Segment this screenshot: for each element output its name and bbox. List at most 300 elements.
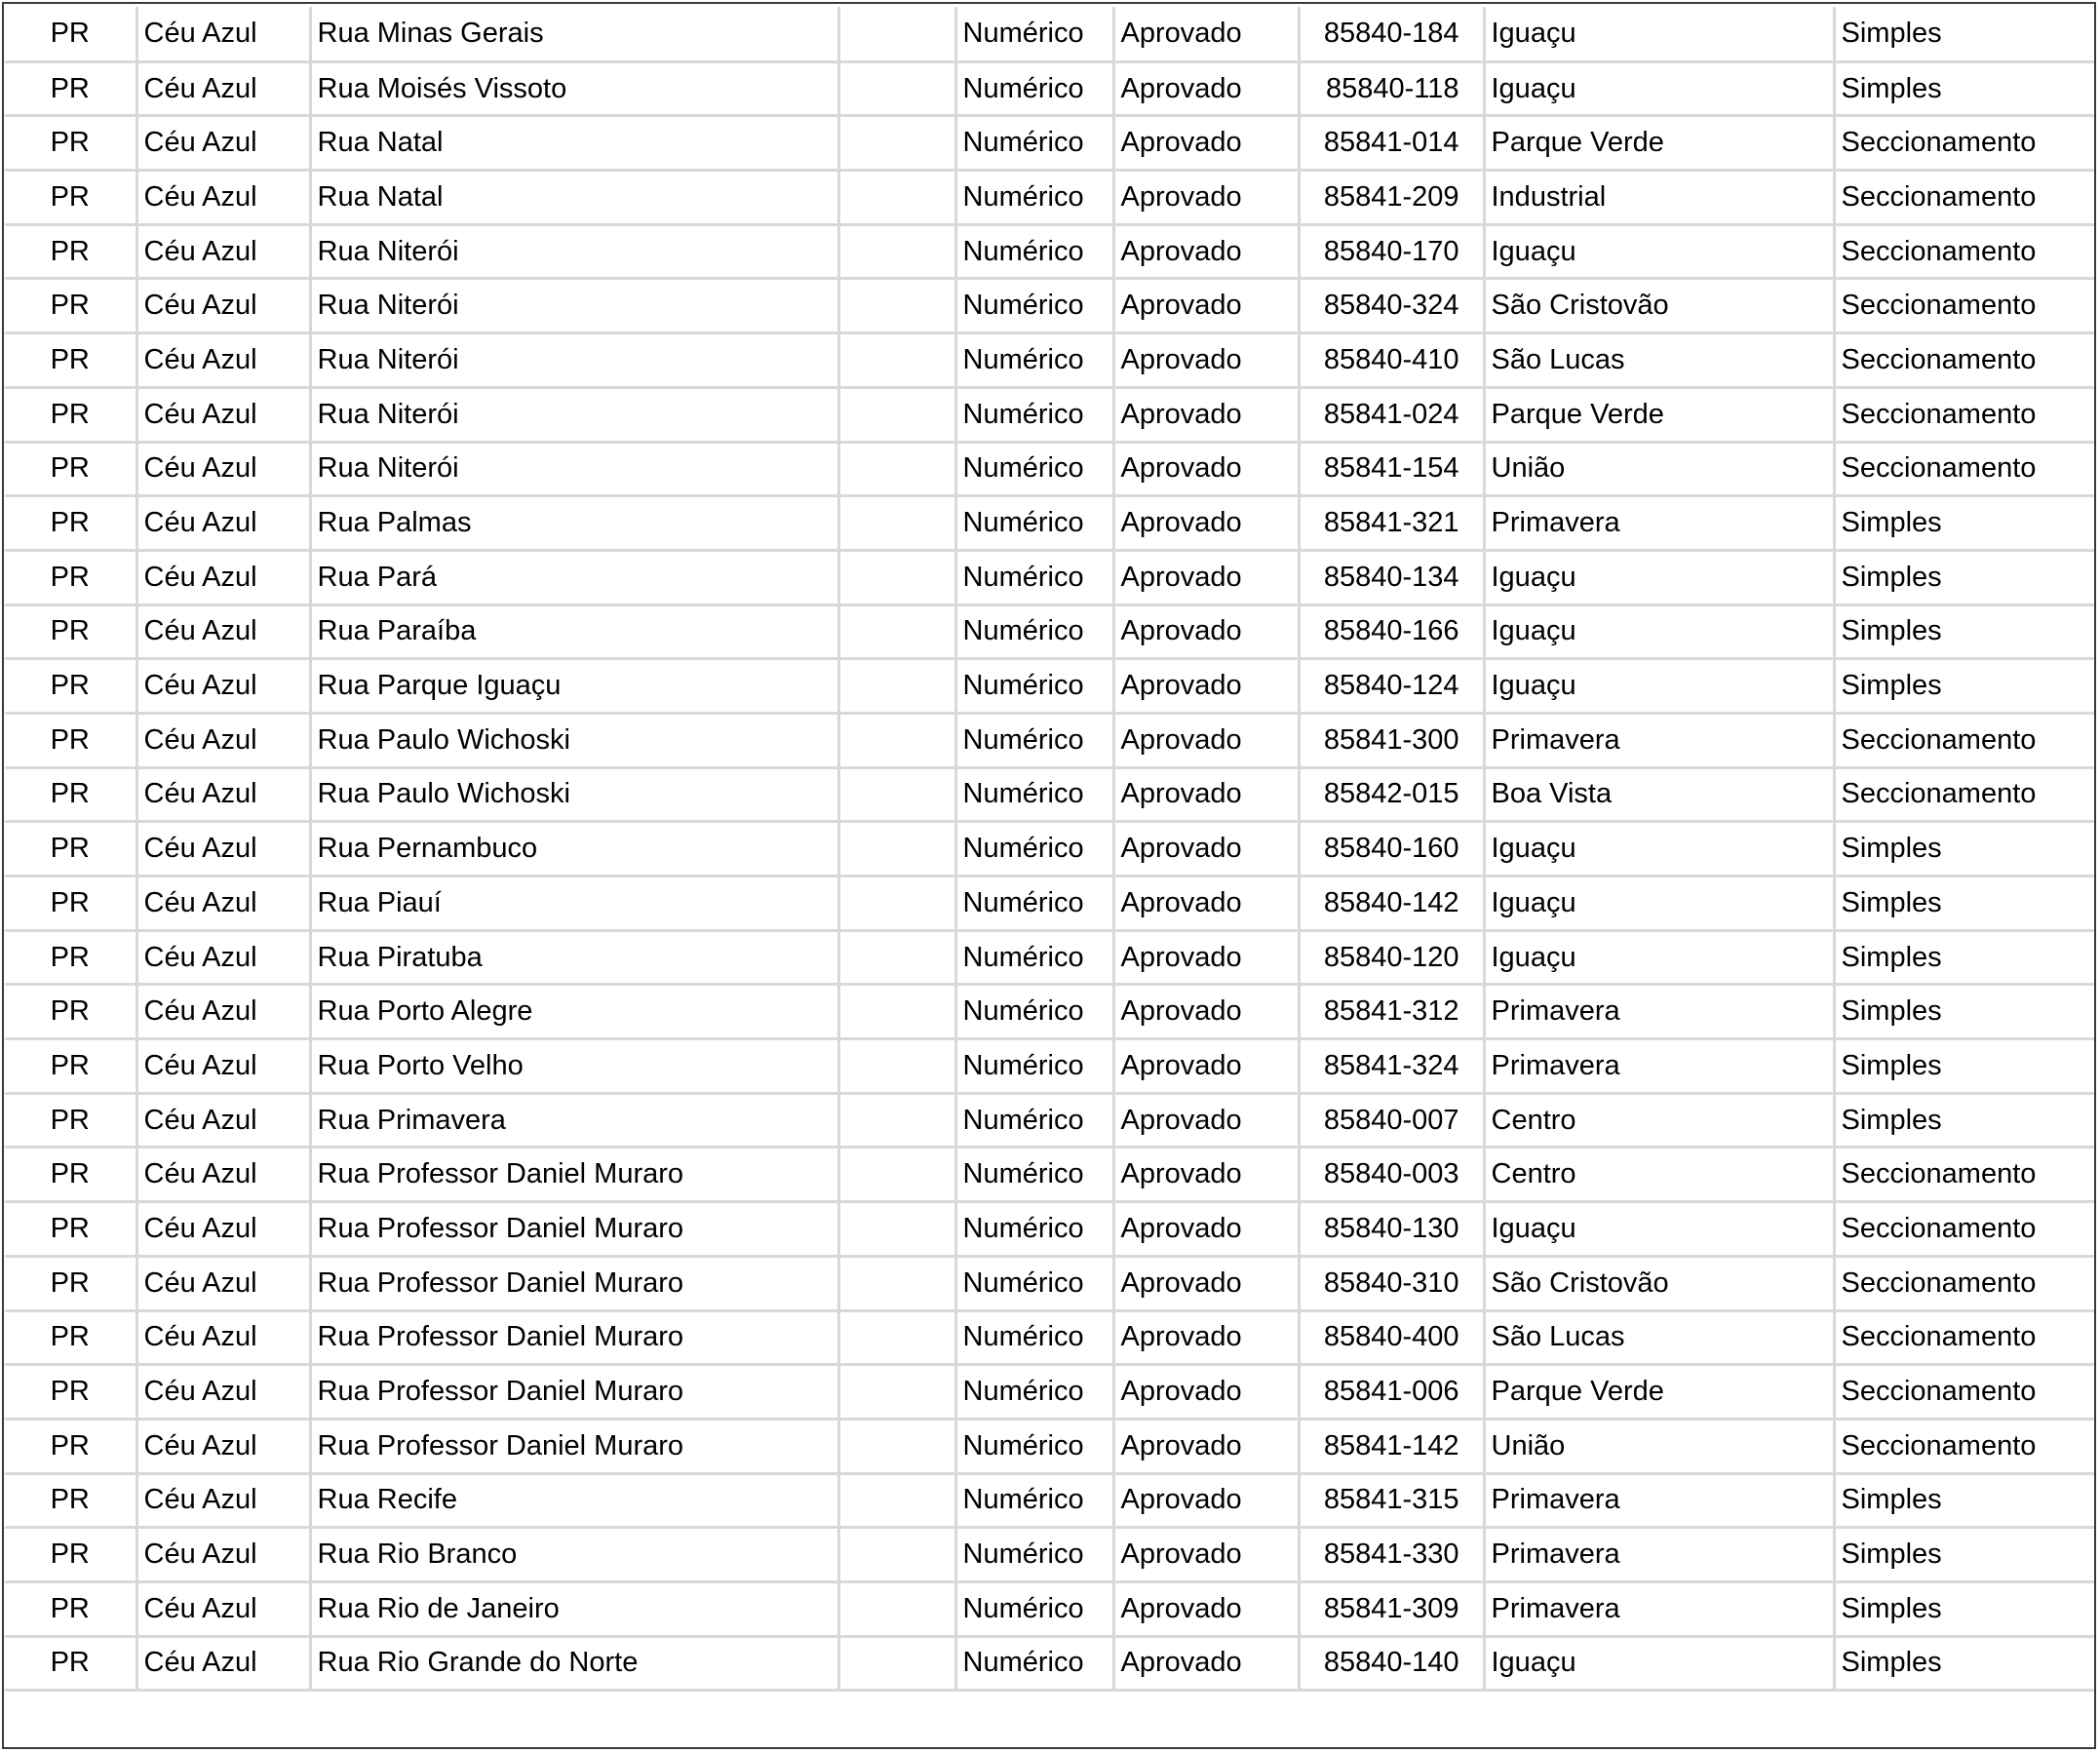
street-cell: Rua Porto Velho — [310, 1039, 838, 1094]
numbering-type-cell: Numérico — [955, 171, 1113, 225]
postal-code-cell: 85841-014 — [1299, 116, 1484, 171]
city-cell: Céu Azul — [136, 985, 310, 1039]
state-cell: PR — [5, 1365, 136, 1420]
street-cell: Rua Rio de Janeiro — [310, 1581, 838, 1636]
numbering-type-cell: Numérico — [955, 1256, 1113, 1310]
state-cell: PR — [5, 442, 136, 496]
district-cell: São Cristovão — [1484, 279, 1834, 333]
street-cell: Rua Paulo Wichoski — [310, 713, 838, 767]
postal-code-cell: 85841-209 — [1299, 171, 1484, 225]
status-cell: Aprovado — [1113, 930, 1299, 985]
street-cell: Rua Professor Daniel Muraro — [310, 1256, 838, 1310]
city-cell: Céu Azul — [136, 550, 310, 604]
status-cell: Aprovado — [1113, 767, 1299, 822]
city-cell: Céu Azul — [136, 171, 310, 225]
state-cell: PR — [5, 387, 136, 442]
postal-code-cell: 85840-003 — [1299, 1148, 1484, 1202]
city-cell: Céu Azul — [136, 1581, 310, 1636]
status-cell: Aprovado — [1113, 1581, 1299, 1636]
numbering-type-cell: Numérico — [955, 1039, 1113, 1094]
city-cell: Céu Azul — [136, 387, 310, 442]
city-cell: Céu Azul — [136, 116, 310, 171]
street-cell: Rua Palmas — [310, 496, 838, 551]
street-cell: Rua Minas Gerais — [310, 8, 838, 62]
street-cell: Rua Professor Daniel Muraro — [310, 1310, 838, 1365]
category-cell: Simples — [1834, 659, 2094, 714]
district-cell: Industrial — [1484, 171, 1834, 225]
numbering-type-cell: Numérico — [955, 1310, 1113, 1365]
street-cell: Rua Moisés Vissoto — [310, 61, 838, 116]
category-cell: Seccionamento — [1834, 1202, 2094, 1257]
status-cell: Aprovado — [1113, 116, 1299, 171]
numbering-type-cell: Numérico — [955, 8, 1113, 62]
city-cell: Céu Azul — [136, 767, 310, 822]
postal-code-cell: 85841-309 — [1299, 1581, 1484, 1636]
table-row — [5, 1093, 2094, 1148]
document-page — [2, 2, 2096, 1749]
street-cell: Rua Piratuba — [310, 930, 838, 985]
table-row — [5, 333, 2094, 388]
state-cell: PR — [5, 61, 136, 116]
table-row — [5, 1310, 2094, 1365]
state-cell: PR — [5, 1473, 136, 1528]
table-row — [5, 8, 2094, 62]
state-cell: PR — [5, 1039, 136, 1094]
state-cell: PR — [5, 496, 136, 551]
district-cell: Parque Verde — [1484, 116, 1834, 171]
status-cell: Aprovado — [1113, 496, 1299, 551]
street-cell: Rua Parque Iguaçu — [310, 659, 838, 714]
category-cell: Simples — [1834, 550, 2094, 604]
empty-cell — [838, 985, 955, 1039]
street-cell: Rua Rio Grande do Norte — [310, 1636, 838, 1691]
empty-cell — [838, 1148, 955, 1202]
district-cell: Primavera — [1484, 1039, 1834, 1094]
district-cell: Iguaçu — [1484, 224, 1834, 279]
category-cell: Simples — [1834, 1636, 2094, 1691]
city-cell: Céu Azul — [136, 713, 310, 767]
city-cell: Céu Azul — [136, 1202, 310, 1257]
category-cell: Simples — [1834, 604, 2094, 659]
status-cell: Aprovado — [1113, 1202, 1299, 1257]
state-cell: PR — [5, 1148, 136, 1202]
numbering-type-cell: Numérico — [955, 822, 1113, 876]
postal-code-cell: 85840-007 — [1299, 1093, 1484, 1148]
state-cell: PR — [5, 659, 136, 714]
empty-cell — [838, 1202, 955, 1257]
table-row — [5, 496, 2094, 551]
empty-cell — [838, 822, 955, 876]
postal-code-cell: 85841-024 — [1299, 387, 1484, 442]
numbering-type-cell: Numérico — [955, 985, 1113, 1039]
table-row — [5, 930, 2094, 985]
postal-code-cell: 85841-330 — [1299, 1528, 1484, 1582]
city-cell: Céu Azul — [136, 279, 310, 333]
state-cell: PR — [5, 713, 136, 767]
district-cell: Primavera — [1484, 1528, 1834, 1582]
empty-cell — [838, 116, 955, 171]
status-cell: Aprovado — [1113, 604, 1299, 659]
numbering-type-cell: Numérico — [955, 279, 1113, 333]
status-cell: Aprovado — [1113, 1365, 1299, 1420]
city-cell: Céu Azul — [136, 224, 310, 279]
status-cell: Aprovado — [1113, 279, 1299, 333]
category-cell: Seccionamento — [1834, 713, 2094, 767]
postal-code-cell: 85840-118 — [1299, 61, 1484, 116]
street-cell: Rua Pará — [310, 550, 838, 604]
empty-cell — [838, 1636, 955, 1691]
city-cell: Céu Azul — [136, 1419, 310, 1473]
table-row — [5, 604, 2094, 659]
empty-cell — [838, 604, 955, 659]
postal-code-cell: 85840-134 — [1299, 550, 1484, 604]
state-cell: PR — [5, 767, 136, 822]
table-row — [5, 659, 2094, 714]
status-cell: Aprovado — [1113, 659, 1299, 714]
district-cell: São Lucas — [1484, 333, 1834, 388]
district-cell: Iguaçu — [1484, 8, 1834, 62]
empty-cell — [838, 1581, 955, 1636]
status-cell: Aprovado — [1113, 1636, 1299, 1691]
city-cell: Céu Azul — [136, 1093, 310, 1148]
postal-code-cell: 85841-312 — [1299, 985, 1484, 1039]
status-cell: Aprovado — [1113, 985, 1299, 1039]
district-cell: Primavera — [1484, 1581, 1834, 1636]
numbering-type-cell: Numérico — [955, 1473, 1113, 1528]
address-table — [5, 7, 2094, 1692]
category-cell: Simples — [1834, 61, 2094, 116]
city-cell: Céu Azul — [136, 8, 310, 62]
status-cell: Aprovado — [1113, 8, 1299, 62]
district-cell: Iguaçu — [1484, 550, 1834, 604]
postal-code-cell: 85842-015 — [1299, 767, 1484, 822]
street-cell: Rua Professor Daniel Muraro — [310, 1365, 838, 1420]
city-cell: Céu Azul — [136, 930, 310, 985]
category-cell: Seccionamento — [1834, 1365, 2094, 1420]
city-cell: Céu Azul — [136, 876, 310, 931]
empty-cell — [838, 1528, 955, 1582]
empty-cell — [838, 8, 955, 62]
numbering-type-cell: Numérico — [955, 1581, 1113, 1636]
city-cell: Céu Azul — [136, 61, 310, 116]
postal-code-cell: 85840-142 — [1299, 876, 1484, 931]
category-cell: Seccionamento — [1834, 1256, 2094, 1310]
district-cell: União — [1484, 442, 1834, 496]
state-cell: PR — [5, 985, 136, 1039]
street-cell: Rua Natal — [310, 171, 838, 225]
postal-code-cell: 85840-120 — [1299, 930, 1484, 985]
street-cell: Rua Paulo Wichoski — [310, 767, 838, 822]
numbering-type-cell: Numérico — [955, 1202, 1113, 1257]
district-cell: Iguaçu — [1484, 659, 1834, 714]
state-cell: PR — [5, 1528, 136, 1582]
table-row — [5, 1148, 2094, 1202]
empty-cell — [838, 1310, 955, 1365]
district-cell: Boa Vista — [1484, 767, 1834, 822]
status-cell: Aprovado — [1113, 442, 1299, 496]
postal-code-cell: 85840-124 — [1299, 659, 1484, 714]
district-cell: São Cristovão — [1484, 1256, 1834, 1310]
status-cell: Aprovado — [1113, 1039, 1299, 1094]
numbering-type-cell: Numérico — [955, 659, 1113, 714]
category-cell: Simples — [1834, 496, 2094, 551]
numbering-type-cell: Numérico — [955, 224, 1113, 279]
status-cell: Aprovado — [1113, 876, 1299, 931]
state-cell: PR — [5, 1256, 136, 1310]
district-cell: Parque Verde — [1484, 387, 1834, 442]
category-cell: Seccionamento — [1834, 1310, 2094, 1365]
state-cell: PR — [5, 171, 136, 225]
street-cell: Rua Niterói — [310, 279, 838, 333]
empty-cell — [838, 1419, 955, 1473]
empty-cell — [838, 550, 955, 604]
postal-code-cell: 85840-324 — [1299, 279, 1484, 333]
city-cell: Céu Azul — [136, 604, 310, 659]
numbering-type-cell: Numérico — [955, 930, 1113, 985]
category-cell: Simples — [1834, 1528, 2094, 1582]
postal-code-cell: 85840-184 — [1299, 8, 1484, 62]
category-cell: Seccionamento — [1834, 1419, 2094, 1473]
category-cell: Simples — [1834, 1473, 2094, 1528]
street-cell: Rua Natal — [310, 116, 838, 171]
state-cell: PR — [5, 1636, 136, 1691]
numbering-type-cell: Numérico — [955, 1528, 1113, 1582]
table-row — [5, 1256, 2094, 1310]
table-row — [5, 1636, 2094, 1691]
street-cell: Rua Niterói — [310, 333, 838, 388]
postal-code-cell: 85840-410 — [1299, 333, 1484, 388]
empty-cell — [838, 387, 955, 442]
empty-cell — [838, 224, 955, 279]
street-cell: Rua Piauí — [310, 876, 838, 931]
category-cell: Simples — [1834, 1093, 2094, 1148]
table-row — [5, 550, 2094, 604]
empty-cell — [838, 496, 955, 551]
state-cell: PR — [5, 1093, 136, 1148]
district-cell: União — [1484, 1419, 1834, 1473]
table-row — [5, 1528, 2094, 1582]
city-cell: Céu Azul — [136, 442, 310, 496]
city-cell: Céu Azul — [136, 1148, 310, 1202]
category-cell: Seccionamento — [1834, 387, 2094, 442]
state-cell: PR — [5, 1202, 136, 1257]
category-cell: Simples — [1834, 930, 2094, 985]
city-cell: Céu Azul — [136, 1039, 310, 1094]
district-cell: Iguaçu — [1484, 930, 1834, 985]
status-cell: Aprovado — [1113, 224, 1299, 279]
postal-code-cell: 85841-142 — [1299, 1419, 1484, 1473]
category-cell: Seccionamento — [1834, 116, 2094, 171]
empty-cell — [838, 442, 955, 496]
state-cell: PR — [5, 1419, 136, 1473]
table-row — [5, 1202, 2094, 1257]
district-cell: Centro — [1484, 1148, 1834, 1202]
city-cell: Céu Azul — [136, 1256, 310, 1310]
district-cell: Iguaçu — [1484, 822, 1834, 876]
empty-cell — [838, 1039, 955, 1094]
category-cell: Simples — [1834, 1039, 2094, 1094]
category-cell: Seccionamento — [1834, 1148, 2094, 1202]
district-cell: Iguaçu — [1484, 876, 1834, 931]
empty-cell — [838, 1473, 955, 1528]
postal-code-cell: 85841-321 — [1299, 496, 1484, 551]
street-cell: Rua Rio Branco — [310, 1528, 838, 1582]
category-cell: Seccionamento — [1834, 333, 2094, 388]
table-row — [5, 279, 2094, 333]
status-cell: Aprovado — [1113, 1473, 1299, 1528]
table-row — [5, 822, 2094, 876]
district-cell: Primavera — [1484, 496, 1834, 551]
table-row — [5, 713, 2094, 767]
table-row — [5, 1365, 2094, 1420]
state-cell: PR — [5, 604, 136, 659]
city-cell: Céu Azul — [136, 822, 310, 876]
status-cell: Aprovado — [1113, 333, 1299, 388]
table-row — [5, 985, 2094, 1039]
table-body — [5, 8, 2094, 1691]
empty-cell — [838, 333, 955, 388]
street-cell: Rua Recife — [310, 1473, 838, 1528]
state-cell: PR — [5, 876, 136, 931]
empty-cell — [838, 61, 955, 116]
city-cell: Céu Azul — [136, 1310, 310, 1365]
postal-code-cell: 85840-170 — [1299, 224, 1484, 279]
empty-cell — [838, 1365, 955, 1420]
street-cell: Rua Professor Daniel Muraro — [310, 1148, 838, 1202]
postal-code-cell: 85841-315 — [1299, 1473, 1484, 1528]
table-row — [5, 224, 2094, 279]
table-row — [5, 767, 2094, 822]
city-cell: Céu Azul — [136, 1528, 310, 1582]
numbering-type-cell: Numérico — [955, 713, 1113, 767]
table-row — [5, 1581, 2094, 1636]
street-cell: Rua Niterói — [310, 387, 838, 442]
numbering-type-cell: Numérico — [955, 333, 1113, 388]
district-cell: Primavera — [1484, 985, 1834, 1039]
empty-cell — [838, 659, 955, 714]
status-cell: Aprovado — [1113, 1528, 1299, 1582]
status-cell: Aprovado — [1113, 713, 1299, 767]
empty-cell — [838, 1093, 955, 1148]
street-cell: Rua Primavera — [310, 1093, 838, 1148]
status-cell: Aprovado — [1113, 1310, 1299, 1365]
category-cell: Simples — [1834, 1581, 2094, 1636]
status-cell: Aprovado — [1113, 387, 1299, 442]
numbering-type-cell: Numérico — [955, 1148, 1113, 1202]
status-cell: Aprovado — [1113, 171, 1299, 225]
empty-cell — [838, 1256, 955, 1310]
state-cell: PR — [5, 333, 136, 388]
category-cell: Simples — [1834, 876, 2094, 931]
numbering-type-cell: Numérico — [955, 116, 1113, 171]
category-cell: Simples — [1834, 8, 2094, 62]
table-row — [5, 1039, 2094, 1094]
numbering-type-cell: Numérico — [955, 1093, 1113, 1148]
district-cell: Primavera — [1484, 1473, 1834, 1528]
city-cell: Céu Azul — [136, 496, 310, 551]
empty-cell — [838, 876, 955, 931]
numbering-type-cell: Numérico — [955, 1419, 1113, 1473]
postal-code-cell: 85840-400 — [1299, 1310, 1484, 1365]
postal-code-cell: 85841-154 — [1299, 442, 1484, 496]
state-cell: PR — [5, 279, 136, 333]
empty-cell — [838, 713, 955, 767]
empty-cell — [838, 279, 955, 333]
district-cell: Iguaçu — [1484, 1202, 1834, 1257]
table-row — [5, 876, 2094, 931]
postal-code-cell: 85840-140 — [1299, 1636, 1484, 1691]
state-cell: PR — [5, 822, 136, 876]
numbering-type-cell: Numérico — [955, 876, 1113, 931]
empty-cell — [838, 767, 955, 822]
table-row — [5, 1473, 2094, 1528]
numbering-type-cell: Numérico — [955, 767, 1113, 822]
district-cell: Iguaçu — [1484, 1636, 1834, 1691]
category-cell: Seccionamento — [1834, 442, 2094, 496]
table-row — [5, 387, 2094, 442]
numbering-type-cell: Numérico — [955, 1636, 1113, 1691]
status-cell: Aprovado — [1113, 1148, 1299, 1202]
numbering-type-cell: Numérico — [955, 604, 1113, 659]
state-cell: PR — [5, 1581, 136, 1636]
numbering-type-cell: Numérico — [955, 61, 1113, 116]
status-cell: Aprovado — [1113, 822, 1299, 876]
district-cell: Iguaçu — [1484, 604, 1834, 659]
category-cell: Seccionamento — [1834, 767, 2094, 822]
state-cell: PR — [5, 224, 136, 279]
numbering-type-cell: Numérico — [955, 442, 1113, 496]
postal-code-cell: 85840-310 — [1299, 1256, 1484, 1310]
district-cell: Centro — [1484, 1093, 1834, 1148]
district-cell: Parque Verde — [1484, 1365, 1834, 1420]
street-cell: Rua Porto Alegre — [310, 985, 838, 1039]
empty-cell — [838, 171, 955, 225]
postal-code-cell: 85841-324 — [1299, 1039, 1484, 1094]
status-cell: Aprovado — [1113, 1093, 1299, 1148]
state-cell: PR — [5, 116, 136, 171]
table-row — [5, 116, 2094, 171]
city-cell: Céu Azul — [136, 1636, 310, 1691]
empty-cell — [838, 930, 955, 985]
state-cell: PR — [5, 550, 136, 604]
status-cell: Aprovado — [1113, 1419, 1299, 1473]
status-cell: Aprovado — [1113, 1256, 1299, 1310]
table-row — [5, 61, 2094, 116]
postal-code-cell: 85840-160 — [1299, 822, 1484, 876]
city-cell: Céu Azul — [136, 659, 310, 714]
state-cell: PR — [5, 8, 136, 62]
numbering-type-cell: Numérico — [955, 387, 1113, 442]
category-cell: Seccionamento — [1834, 171, 2094, 225]
district-cell: Primavera — [1484, 713, 1834, 767]
postal-code-cell: 85840-166 — [1299, 604, 1484, 659]
state-cell: PR — [5, 1310, 136, 1365]
category-cell: Simples — [1834, 822, 2094, 876]
street-cell: Rua Professor Daniel Muraro — [310, 1202, 838, 1257]
state-cell: PR — [5, 930, 136, 985]
postal-code-cell: 85840-130 — [1299, 1202, 1484, 1257]
street-cell: Rua Paraíba — [310, 604, 838, 659]
city-cell: Céu Azul — [136, 1473, 310, 1528]
district-cell: Iguaçu — [1484, 61, 1834, 116]
category-cell: Seccionamento — [1834, 224, 2094, 279]
postal-code-cell: 85841-006 — [1299, 1365, 1484, 1420]
category-cell: Simples — [1834, 985, 2094, 1039]
district-cell: São Lucas — [1484, 1310, 1834, 1365]
table-row — [5, 171, 2094, 225]
status-cell: Aprovado — [1113, 61, 1299, 116]
table-row — [5, 1419, 2094, 1473]
